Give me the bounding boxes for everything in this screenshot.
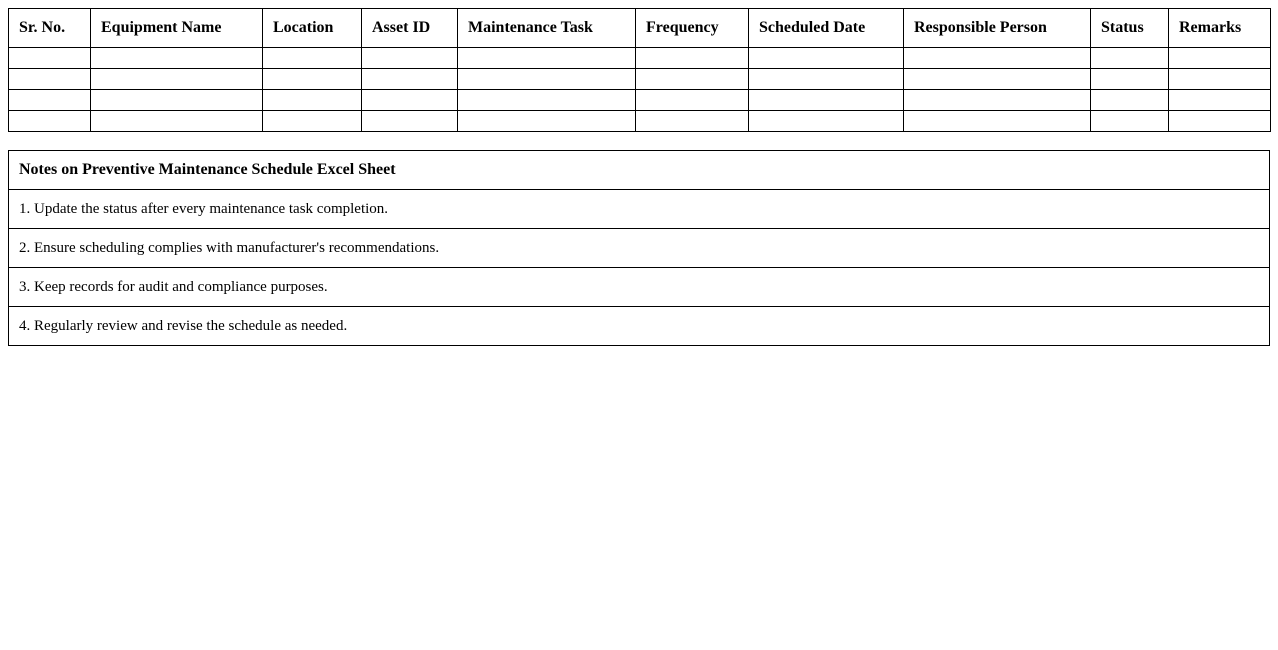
table-cell[interactable]	[904, 111, 1091, 132]
list-item	[9, 268, 1270, 307]
table-cell[interactable]	[749, 69, 904, 90]
table-cell[interactable]	[91, 48, 263, 69]
table-cell[interactable]	[458, 69, 636, 90]
table-cell[interactable]	[1169, 90, 1271, 111]
table-cell[interactable]	[9, 48, 91, 69]
table-cell[interactable]	[362, 69, 458, 90]
table-cell[interactable]	[362, 90, 458, 111]
table-cell[interactable]	[1169, 69, 1271, 90]
notes-table	[8, 150, 1270, 346]
table-cell[interactable]	[91, 90, 263, 111]
table-cell[interactable]	[263, 48, 362, 69]
note-item: 1. Update the status after every maintenance task completion.	[9, 190, 1270, 229]
table-row	[9, 69, 1271, 90]
table-cell[interactable]	[749, 48, 904, 69]
notes-header-row	[9, 151, 1270, 190]
header-asset-id: Asset ID	[362, 9, 458, 48]
table-cell[interactable]	[904, 69, 1091, 90]
table-cell[interactable]	[9, 111, 91, 132]
table-cell[interactable]	[9, 90, 91, 111]
header-location: Location	[263, 9, 362, 48]
table-cell[interactable]	[636, 48, 749, 69]
table-header-row	[9, 9, 1271, 48]
table-cell[interactable]	[458, 111, 636, 132]
table-cell[interactable]	[458, 48, 636, 69]
table-cell[interactable]	[91, 69, 263, 90]
note-item: 2. Ensure scheduling complies with manufacturer's recommendations.	[9, 229, 1270, 268]
table-cell[interactable]	[263, 69, 362, 90]
table-cell[interactable]	[1091, 69, 1169, 90]
header-responsible-person: Responsible Person	[904, 9, 1091, 48]
table-cell[interactable]	[1091, 90, 1169, 111]
list-item	[9, 190, 1270, 229]
header-scheduled-date: Scheduled Date	[749, 9, 904, 48]
table-cell[interactable]	[263, 90, 362, 111]
table-cell[interactable]	[362, 48, 458, 69]
table-cell[interactable]	[1169, 48, 1271, 69]
table-cell[interactable]	[9, 69, 91, 90]
list-item	[9, 307, 1270, 346]
notes-title: Notes on Preventive Maintenance Schedule Excel Sheet	[9, 151, 1270, 190]
table-cell[interactable]	[636, 111, 749, 132]
table-cell[interactable]	[263, 111, 362, 132]
header-status: Status	[1091, 9, 1169, 48]
table-cell[interactable]	[749, 111, 904, 132]
header-remarks: Remarks	[1169, 9, 1271, 48]
table-cell[interactable]	[904, 48, 1091, 69]
table-cell[interactable]	[458, 90, 636, 111]
table-cell[interactable]	[1169, 111, 1271, 132]
table-cell[interactable]	[904, 90, 1091, 111]
note-item: 4. Regularly review and revise the schedule as needed.	[9, 307, 1270, 346]
maintenance-schedule-table	[8, 8, 1271, 132]
table-cell[interactable]	[636, 90, 749, 111]
header-sr-no: Sr. No.	[9, 9, 91, 48]
table-cell[interactable]	[91, 111, 263, 132]
header-maintenance-task: Maintenance Task	[458, 9, 636, 48]
list-item	[9, 229, 1270, 268]
header-equipment-name: Equipment Name	[91, 9, 263, 48]
header-frequency: Frequency	[636, 9, 749, 48]
page-content	[8, 8, 1270, 346]
note-item: 3. Keep records for audit and compliance purposes.	[9, 268, 1270, 307]
table-row	[9, 48, 1271, 69]
table-row	[9, 90, 1271, 111]
table-cell[interactable]	[749, 90, 904, 111]
table-cell[interactable]	[1091, 48, 1169, 69]
table-cell[interactable]	[362, 111, 458, 132]
table-cell[interactable]	[1091, 111, 1169, 132]
table-row	[9, 111, 1271, 132]
table-cell[interactable]	[636, 69, 749, 90]
